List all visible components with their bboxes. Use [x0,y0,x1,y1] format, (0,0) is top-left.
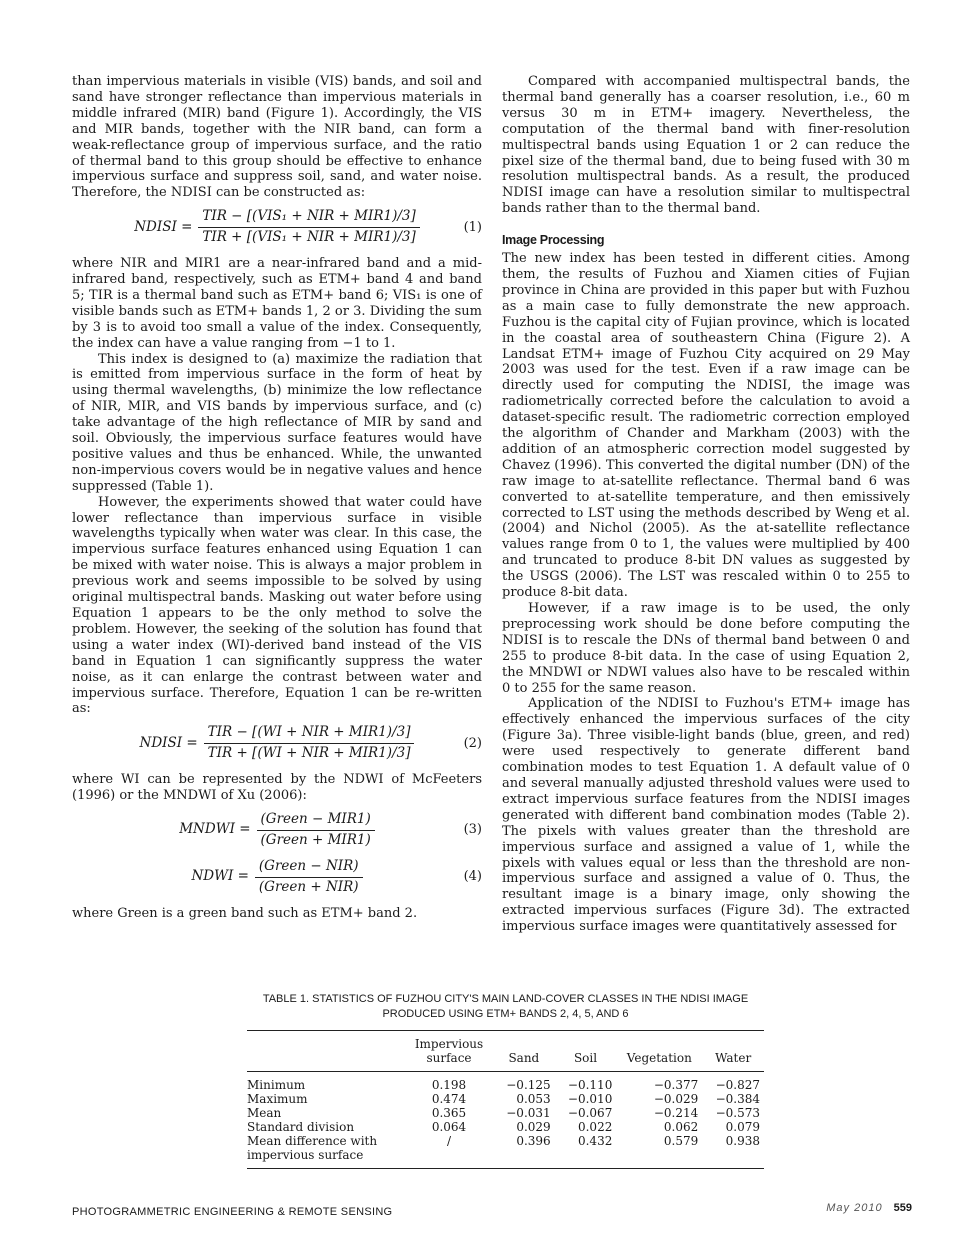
table-row-label: Maximum [247,1092,308,1106]
table-row [247,1072,764,1093]
paragraph: The new index has been tested in different cities. Among them, the results of Fuzhou and Xiamen cities of Fujian province in China are provided in this paper but with Fuzhou as a main case to fully demonstrate the new approach. Fuzhou is the capital city of Fujian province, which is located in the coastal area of southeastern China (Figure 2). A Landsat ETM+ image of Fuzhou City acquired on 29 May 2003 was used for the test. Even if a raw image can be directly used for computing the NDISI, the image was radiometrically corrected before the calculation to avoid a dataset-specific result. The radiometric correction employed the algorithm of Chander and Markham (2003) with the addition of an atmospheric correction model suggested by Chavez (1996). This converted the digital number (DN) of the raw image to at-satellite reflectance. Thermal band 6 was converted to at-satellite temperature, and then emissively corrected to LST using the methods described by Weng et al. (2004) and Nichol (2005). As the at-satellite reflectance values range from 0 to 1, the values were multiplied by 400 and truncated to produce 8-bit DN values as suggested by the USGS (2006). The LST was rescaled within 0 to 255 to produce 8-bit data. [502,251,910,601]
equation-fraction [257,812,375,849]
equation-numerator: (Green − NIR) [255,859,363,878]
table-row-label: Mean difference with impervious surface [247,1134,378,1162]
table-cell: −0.010 [567,1092,613,1106]
table-caption [247,992,764,1022]
table-header-cell: Sand [508,1051,540,1065]
table-cell: 0.029 [516,1120,551,1134]
equation-fraction [204,725,415,762]
table-row-label: Standard division [247,1120,355,1134]
table-row [247,1092,764,1106]
table-header-cell: Vegetation [626,1051,692,1065]
equation-number: (2) [463,735,482,751]
table-cell: 0.396 [516,1134,551,1148]
paragraph: However, if a raw image is to be used, the only preprocessing work should be done before computing the NDISI is to rescale the DNs of thermal band between 0 and 255 to produce 8-bit data. In the case of using Equation 2, the MNDWI or NDWI values also have to be rescaled within 0 to 255 for the same reason. [502,601,910,696]
section-heading: Image Processing [502,233,605,248]
equation-denominator: (Green + NIR) [258,878,359,895]
table-cell: −0.110 [567,1078,613,1092]
page-footer [72,1202,912,1220]
table-cell: −0.384 [715,1092,760,1106]
equation-denominator: TIR + [(WI + NIR + MIR1)/3] [207,745,411,762]
left-column [72,74,482,922]
equation-lhs: MNDWI = [179,821,251,838]
table-header-cell [247,1031,405,1072]
table-cell: 0.022 [577,1120,613,1134]
table-row [247,1134,764,1169]
table-cell: −0.067 [567,1106,613,1120]
equation-3 [72,812,482,849]
table-cell: −0.827 [715,1078,760,1092]
issue-date: May 2010 [826,1202,883,1214]
paragraph: This index is designed to (a) maximize the radiation that is emitted from impervious surface in the form of heat by using thermal wavelengths, (b) minimize the low reflectance of NIR, MIR, and VIS bands by impervious surface, and (c) take advantage of the high reflectance of MIR by sand and soil. Obviously, the impervious surface features would have positive values and thus be enhanced. While, the unwanted non-impervious covers would be in negative values and hence suppressed (Table 1). [72,351,482,494]
equation-number: (4) [463,869,482,885]
equation-denominator: (Green + MIR1) [260,831,371,848]
table-header-cell: Impervious surface [414,1037,484,1065]
right-column [502,74,910,935]
paragraph: where WI can be represented by the NDWI of McFeeters (1996) or the MNDWI of Xu (2006): [72,772,482,804]
table-cell: 0.064 [431,1120,467,1134]
table-cell: 0.474 [431,1092,467,1106]
table-cell: 0.579 [663,1134,699,1148]
paragraph: than impervious materials in visible (VIS) bands, and soil and sand have stronger reflectance than impervious materials in middle infrared (MIR) band (Figure 1). Accordingly, the VIS and MIR bands, together with the NIR band, can form a weak-reflectance group of impervious surface, and the ratio of thermal band to this group should be effective to enhance impervious surface and suppress soil, sand, and water noise. Therefore, the NDISI can be constructed as: [72,74,482,201]
table-caption-line: PRODUCED USING ETM+ BANDS 2, 4, 5, AND 6 [382,1008,629,1020]
equation-denominator: TIR + [(VIS₁ + NIR + MIR1)/3] [202,229,416,246]
equation-number: (3) [463,822,482,838]
footer-right [826,1202,912,1214]
paragraph: However, the experiments showed that water could have lower reflectance than impervious surface in visible wavelengths typically when water was clear. In this case, the impervious surface features enhanced using Equation 1 can be mixed with water noise. This is always a major problem in previous work and seems impossible to be solved by using original multispectral bands. Masking out water before using Equation 1 appears to be the only method to solve the problem. However, the seeking of the solution has found that using a water index (WI)-derived band instead of the VIS band in Equation 1 can significantly suppress the water noise, as it can enlarge the contrast between water and impervious surface. Therefore, Equation 1 can be re-written as: [72,494,482,717]
paragraph: Application of the NDISI to Fuzhou's ETM+ image has effectively enhanced the impervious surfaces of the city (Figure 3a). Three visible-light bands (blue, green, and red) were used respectively to generate different band combination modes to test Equation 1. A default value of 0 and several manually adjusted threshold values were used to extract impervious surface features from the NDISI images generated with different band combination modes (Table 2). The pixels with values greater than the threshold are impervious surface and assigned a value of 1, while the pixels with values equal or less than the threshold are non-impervious surface and assigned a value of 0. Thus, the resultant image is a binary image, only showing the extracted impervious surfaces (Figure 3d). The extracted impervious surface images were quantitatively assessed for [502,696,910,935]
paragraph: where Green is a green band such as ETM+ band 2. [72,905,418,921]
paragraph: Compared with accompanied multispectral bands, the thermal band generally has a coarser resolution, i.e., 60 m versus 30 m in ETM+ imagery. Nevertheless, the computation of the thermal band with finer-resolution multispectral bands using Equation 1 or 2 can reduce the pixel size of the thermal band, due to being fused with 30 m resolution multispectral bands. As a result, the produced NDISI image can have a resolution similar to multispectral bands rather than to the thermal band. [502,74,910,217]
table-1 [247,992,764,1169]
table-row-label: Minimum [247,1078,306,1092]
statistics-table [247,1030,764,1169]
table-cell: 0.198 [431,1078,467,1092]
equation-fraction [255,859,363,896]
table-cell: 0.062 [663,1120,699,1134]
table-cell: / [446,1134,452,1148]
journal-name: PHOTOGRAMMETRIC ENGINEERING & REMOTE SENSING [72,1206,393,1218]
table-row [247,1120,764,1134]
equation-lhs: NDISI = [134,218,193,235]
table-cell: −0.214 [653,1106,699,1120]
page-number: 559 [893,1202,912,1214]
equation-2 [72,725,482,762]
table-header-cell: Water [715,1051,752,1065]
table-cell: 0.053 [516,1092,551,1106]
equation-numerator: TIR − [(WI + NIR + MIR1)/3] [204,725,415,744]
equation-4 [72,859,482,896]
equation-number: (1) [463,219,482,235]
table-cell: 0.079 [725,1120,760,1134]
equation-fraction [198,209,419,246]
equation-numerator: TIR − [(VIS₁ + NIR + MIR1)/3] [198,209,419,228]
equation-lhs: NDWI = [191,868,249,885]
equation-lhs: NDISI = [139,734,198,751]
table-row-label: Mean [247,1106,282,1120]
paragraph: where NIR and MIR1 are a near-infrared band and a mid-infrared band, respectively, such as ETM+ band 4 and band 5; TIR is a thermal band such as ETM+ band 6; VIS₁ is one of visible bands such as ETM+ bands 1, 2 or 3. Dividing the sum by 3 is to avoid too small a value of the index. Consequently, the index can have a value ranging from −1 to 1. [72,256,482,351]
table-cell: 0.938 [725,1134,760,1148]
table-cell: −0.125 [506,1078,551,1092]
table-header-row [247,1031,764,1072]
table-cell: −0.029 [653,1092,699,1106]
table-cell: 0.365 [431,1106,467,1120]
table-cell: −0.377 [653,1078,699,1092]
equation-1 [72,209,482,246]
table-caption-line: TABLE 1. STATISTICS OF FUZHOU CITY'S MAIN LAND-COVER CLASSES IN THE NDISI IMAGE [262,993,749,1005]
table-header-cell: Soil [573,1051,598,1065]
table-row [247,1106,764,1120]
table-cell: −0.031 [506,1106,551,1120]
equation-numerator: (Green − MIR1) [257,812,375,831]
table-cell: 0.432 [577,1134,613,1148]
table-cell: −0.573 [715,1106,760,1120]
